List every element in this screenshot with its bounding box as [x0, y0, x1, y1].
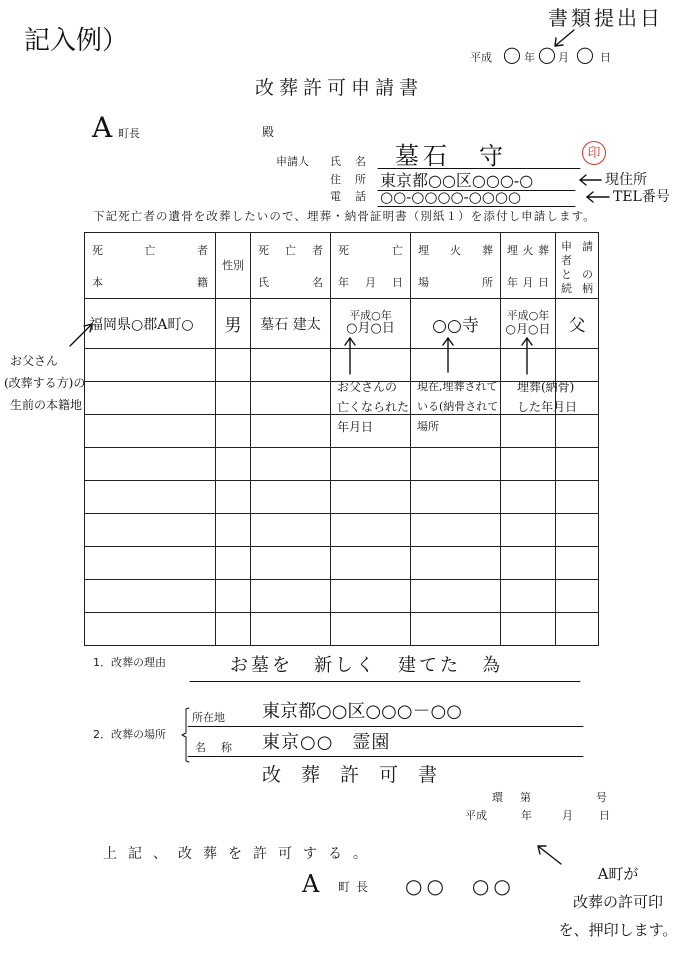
table-cell [251, 613, 331, 646]
applicant-address: 東京都○○区○○○-○ [380, 171, 534, 190]
header-cell-sex [216, 233, 251, 299]
table-cell [251, 382, 331, 415]
address-note: 現住所 [605, 172, 647, 188]
table-row [85, 547, 599, 580]
applicant-phone-label: 電話 [330, 190, 366, 203]
table-cell [251, 349, 331, 382]
header-line: 死亡者 [258, 244, 323, 257]
table-cell [501, 547, 556, 580]
table-cell [85, 547, 216, 580]
permit-number-label: 第 [520, 791, 531, 804]
table-cell [411, 448, 501, 481]
table-row [85, 613, 599, 646]
permit-number-suffix: 号 [596, 791, 607, 804]
document-title: 改葬許可申請書 [255, 77, 424, 99]
header-cell-domicile [85, 233, 216, 299]
permit-signer-name: ○○ ○○ [405, 874, 515, 898]
reason-label: 1．改葬の理由 [93, 656, 166, 669]
annotation-line: A町が [597, 865, 639, 883]
permit-signer-title: 町長 [338, 880, 375, 894]
table-cell [411, 514, 501, 547]
table-cell [251, 514, 331, 547]
permit-date-month-unit: 月 [562, 809, 573, 822]
location-value: 東京都○○区○○○－○○ [262, 701, 462, 722]
table-cell [85, 481, 216, 514]
annotation-line: お父さん [10, 354, 59, 368]
applicant-name: 墓石 守 [395, 142, 507, 170]
table-cell [501, 580, 556, 613]
table-cell [501, 415, 556, 448]
table-cell [411, 481, 501, 514]
burial-date-year: 平成○年 [506, 309, 550, 323]
header-cell-burial-place [411, 233, 501, 299]
submission-year-unit: 年 [524, 51, 535, 64]
application-statement: 下記死亡者の遺骨を改葬したいので、埋葬・納骨証明書（別紙１）を添付し申請します。 [93, 209, 596, 223]
applicant-label: 申請人 [276, 155, 309, 168]
annotation-line: 改葬の許可印 [572, 893, 663, 911]
applicant-name-label: 氏名 [330, 155, 366, 168]
header-line: 年月日 [338, 276, 403, 289]
cell-domicile: 福岡県○郡A町○ [85, 299, 216, 349]
table-cell [556, 415, 599, 448]
table-cell [216, 613, 251, 646]
table-cell [216, 415, 251, 448]
annotation-line: 年月日 [337, 420, 374, 434]
table-cell [331, 580, 411, 613]
phone-arrow-icon [587, 192, 609, 202]
annotation-line: 場所 [417, 420, 439, 433]
header-line: 年月日 [507, 276, 549, 289]
table-row [85, 580, 599, 613]
permit-date-year-unit: 年 [521, 809, 532, 822]
header-line: との [561, 268, 593, 281]
death-date-month-day: ○月○日 [346, 321, 395, 337]
phone-note: TEL番号 [613, 189, 670, 205]
header-line: 本籍 [92, 276, 208, 289]
address-arrow-icon [580, 175, 601, 185]
header-cell-name [251, 233, 331, 299]
place-name-value: 東京○○ 霊園 [262, 732, 391, 753]
table-cell [556, 547, 599, 580]
submission-year-value: ◯ [503, 45, 521, 64]
cell-burial-place: ○○寺 [411, 299, 501, 349]
annotation-line: を、押印します。 [558, 921, 678, 939]
header-line: 場所 [418, 276, 493, 289]
header-line: 埋火葬 [507, 244, 549, 257]
submission-month-value: ◯ [538, 45, 556, 64]
table-cell [216, 547, 251, 580]
table-cell [556, 613, 599, 646]
table-cell [411, 580, 501, 613]
burial-date-month-day: ○月○日 [505, 321, 551, 336]
table-cell [501, 613, 556, 646]
header-line: 埋火葬 [418, 244, 493, 257]
reason-value: お墓を 新しく 建てた 為 [230, 655, 503, 676]
place-name-label: 名称 [195, 741, 232, 754]
cell-death-date [331, 299, 411, 349]
place-label: 2．改葬の場所 [93, 728, 166, 741]
annotation-line: (改葬する方)の [4, 376, 86, 390]
table-cell [501, 481, 556, 514]
table-cell [85, 448, 216, 481]
annotation-line: 埋葬(納骨) [517, 380, 575, 394]
table-cell [251, 415, 331, 448]
burial-place-annotation [417, 377, 498, 437]
example-label: 記入例） [24, 26, 129, 56]
submission-era: 平成 [470, 51, 492, 64]
annotation-line: いる(納骨されて [417, 400, 499, 413]
annotation-line: した年月日 [517, 400, 578, 414]
table-row [85, 514, 599, 547]
table-cell [85, 349, 216, 382]
submission-month-unit: 月 [558, 51, 569, 64]
table-cell [216, 514, 251, 547]
table-cell [85, 580, 216, 613]
header-cell-burial-date [501, 233, 556, 299]
table-cell [556, 448, 599, 481]
addressee-honorific: 殿 [262, 125, 275, 139]
table-cell [251, 448, 331, 481]
permit-statement: 上記、改葬を許可する。 [103, 846, 378, 862]
table-cell [331, 514, 411, 547]
table-cell [331, 481, 411, 514]
table-header-row [85, 233, 599, 299]
permit-number-prefix: 環 [492, 791, 503, 804]
table-cell [501, 514, 556, 547]
applicant-address-label: 住所 [330, 173, 366, 186]
submission-date-note: 書類提出日 [548, 6, 663, 30]
cell-sex: 男 [216, 299, 251, 349]
cell-name: 墓石 建太 [251, 299, 331, 349]
location-label: 所在地 [192, 711, 225, 724]
table-cell [556, 514, 599, 547]
header-line: 性別 [222, 258, 244, 272]
table-cell [501, 448, 556, 481]
annotation-line: お父さんの [337, 380, 398, 394]
header-line: 申請者 [561, 240, 593, 267]
table-cell [411, 613, 501, 646]
table-cell [85, 613, 216, 646]
table-cell [216, 580, 251, 613]
cell-relation: 父 [556, 299, 599, 349]
submission-day-value: ◯ [576, 45, 594, 64]
burial-date-annotation [517, 377, 577, 417]
annotation-line: 亡くなられた [337, 400, 410, 414]
deceased-table [84, 232, 599, 646]
table-cell [85, 415, 216, 448]
table-cell [216, 382, 251, 415]
table-cell [251, 580, 331, 613]
applicant-seal-stamp: 印 [582, 141, 606, 165]
permit-signer-town: A [302, 870, 320, 898]
annotation-line: 現在,埋葬されて [417, 380, 498, 393]
death-date-year: 平成○年 [349, 308, 392, 322]
header-line: 死亡 [338, 244, 403, 257]
permit-stamp-annotation [548, 860, 688, 944]
table-cell [216, 448, 251, 481]
table-cell [85, 382, 216, 415]
cell-burial-date [501, 299, 556, 349]
table-row [85, 448, 599, 481]
table-cell [216, 481, 251, 514]
header-line: 死亡者 [92, 244, 208, 257]
header-line: 続柄 [561, 282, 593, 295]
annotation-line: 生前の本籍地 [10, 398, 83, 412]
table-cell [411, 547, 501, 580]
domicile-annotation [4, 350, 85, 416]
table-cell [331, 547, 411, 580]
table-row [85, 299, 599, 349]
table-cell [216, 349, 251, 382]
header-cell-relation [556, 233, 599, 299]
place-bracket [182, 708, 189, 762]
table-cell [556, 481, 599, 514]
table-cell [556, 580, 599, 613]
table-cell [251, 547, 331, 580]
submission-arrow-icon [555, 30, 574, 46]
table-cell [331, 448, 411, 481]
permit-title: 改葬許可書 [262, 764, 458, 786]
submission-day-unit: 日 [600, 51, 611, 64]
permit-date-day-unit: 日 [599, 809, 610, 822]
table-row [85, 481, 599, 514]
table-cell [251, 481, 331, 514]
table-cell [85, 514, 216, 547]
header-cell-death-date [331, 233, 411, 299]
addressee-town: A [92, 111, 113, 144]
permit-date-era: 平成 [465, 809, 487, 822]
table-cell [331, 613, 411, 646]
death-date-annotation [337, 377, 409, 437]
header-line: 氏名 [258, 276, 323, 289]
applicant-phone: ○○-○○○○-○○○○ [380, 188, 522, 206]
addressee-title: 町長 [118, 127, 140, 140]
